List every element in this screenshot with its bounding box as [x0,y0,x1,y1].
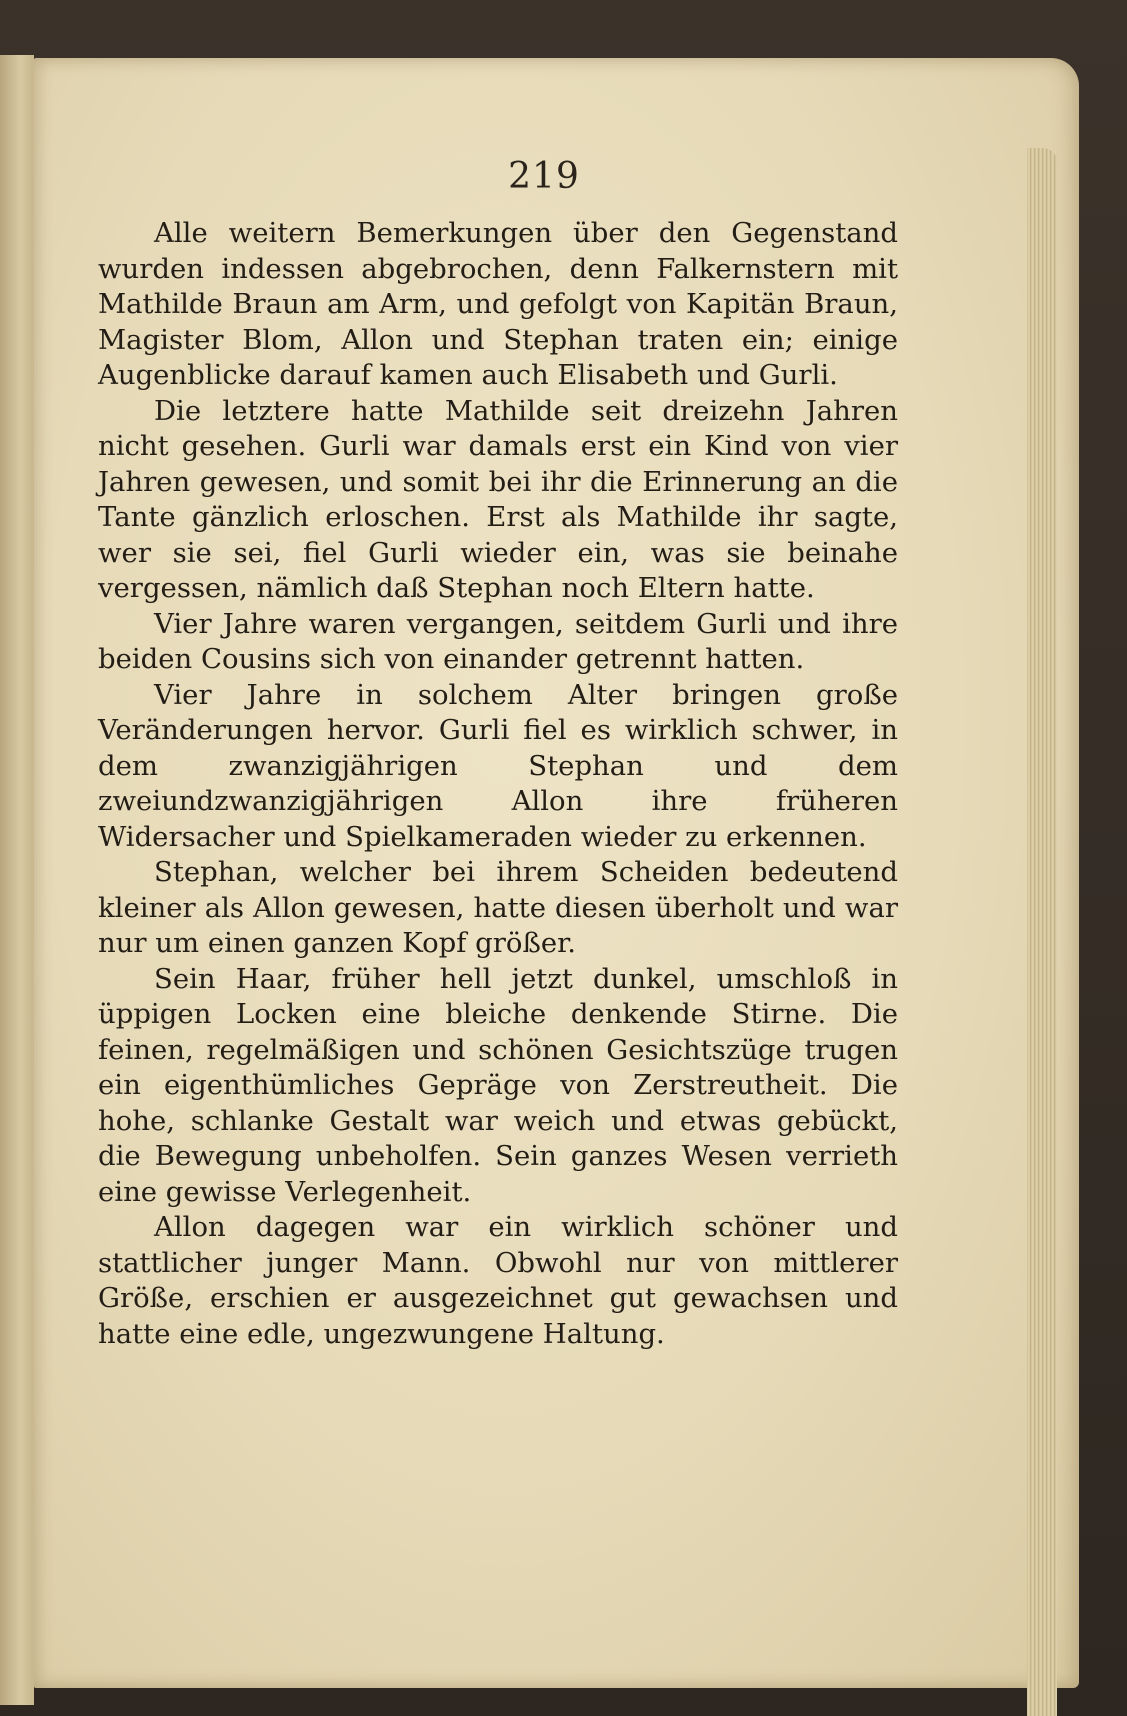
page-number: 219 [508,156,580,197]
paragraph: Sein Haar, früher hell jetzt dunkel, umschloß in üppigen Locken eine bleiche denkende Stirne. Die feinen, regelmäßigen und schönen Gesichtszüge trugen ein eigenthümliches Gepräge von Zerstreutheit. Die hohe, schlanke Gestalt war weich und etwas gebückt, die Bewegung unbeholfen. Sein ganzes Wesen verrieth eine gewisse Verlegenheit. [98,962,898,1208]
paragraph: Vier Jahre in solchem Alter bringen große Veränderungen hervor. Gurli fiel es wirklich schwer, in dem zwanzigjährigen Stephan und dem zweiundzwanzigjährigen Allon ihre früheren Widersacher und Spielkameraden wieder zu erkennen. [98,678,898,853]
facing-page-edge [0,55,34,1705]
paragraph: Vier Jahre waren vergangen, seitdem Gurli und ihre beiden Cousins sich von einander getrennt hatten. [98,607,898,675]
paragraph: Die letztere hatte Mathilde seit dreizehn Jahren nicht gesehen. Gurli war damals erst ein Kind von vier Jahren gewesen, und somit bei ihr die Erinnerung an die Tante gänzlich erloschen. Erst als Mathilde ihr sagte, wer sie sei, fiel Gurli wieder ein, was sie beinahe vergessen, nämlich daß Stephan noch Eltern hatte. [98,394,898,604]
paragraph: Stephan, welcher bei ihrem Scheiden bedeutend kleiner als Allon gewesen, hatte diesen überholt und war nur um einen ganzen Kopf größer. [98,856,898,959]
page-text [98,216,898,1352]
page-stack-edge [1027,148,1057,1716]
paragraph: Allon dagegen war ein wirklich schöner und stattlicher junger Mann. Obwohl nur von mittlerer Größe, erschien er ausgezeichnet gut gewachsen und hatte eine edle, ungezwungene Haltung. [98,1211,898,1350]
paragraph: Alle weitern Bemerkungen über den Gegenstand wurden indessen abgebrochen, denn Falkernstern mit Mathilde Braun am Arm, und gefolgt von Kapitän Braun, Magister Blom, Allon und Stephan traten ein; einige Augenblicke darauf kamen auch Elisabeth und Gurli. [98,217,898,391]
book-page [34,58,1079,1688]
